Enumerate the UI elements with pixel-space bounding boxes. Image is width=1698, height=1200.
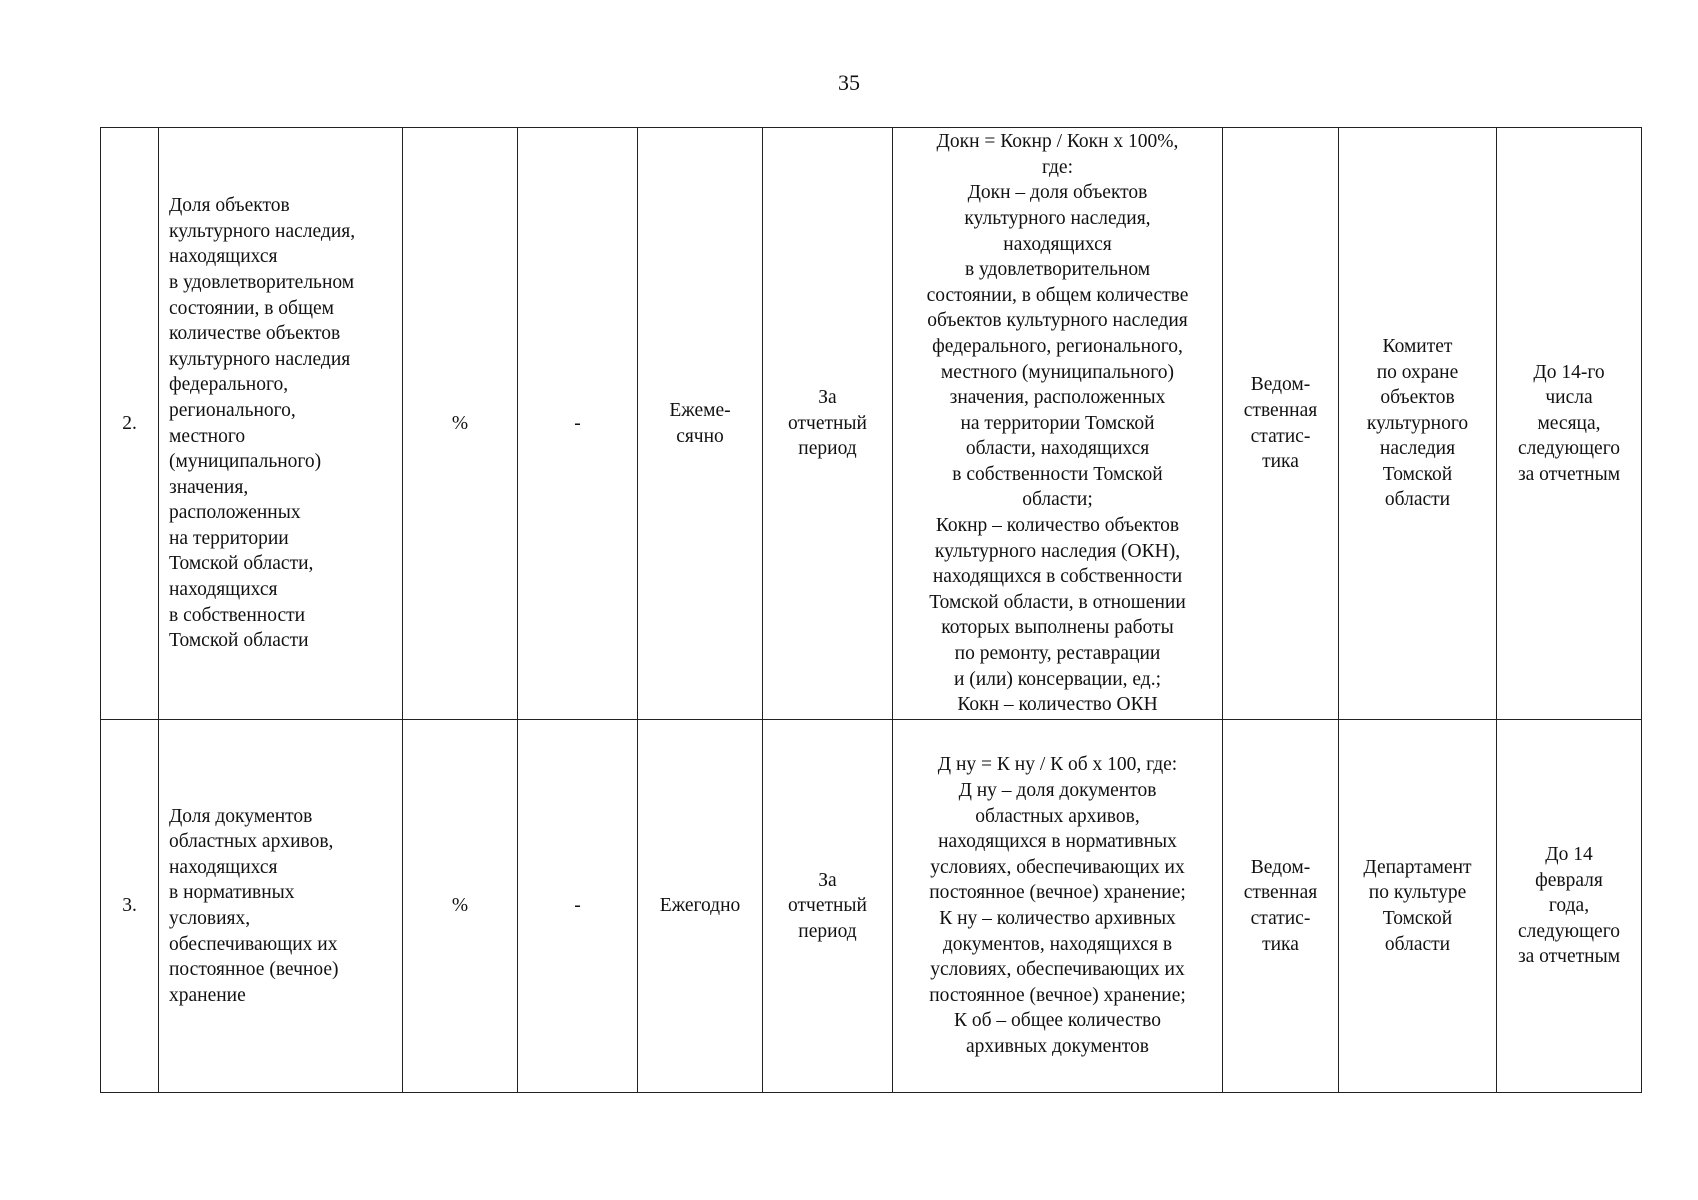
formula-cell: Д ну = К ну / К об x 100, где: Д ну – доля документов областных архивов, находящихся в нормативных условиях, обеспечивающих их постоянное (вечное) хранение; К ну – количество архивных документов, находящихся в условиях, обеспечивающих их постоянное (вечное) хранение; К об – общее количество архивных документов bbox=[893, 720, 1223, 1093]
indicators-table bbox=[100, 127, 1642, 1093]
unit-of-measure: % bbox=[403, 720, 518, 1093]
table-row bbox=[101, 128, 1642, 720]
row-number: 3. bbox=[101, 720, 159, 1093]
indicator-name: Доля документов областных архивов, находящихся в нормативных условиях, обеспечивающих их постоянное (вечное) хранение bbox=[159, 720, 403, 1093]
deadline-cell: До 14-го числа месяца, следующего за отчетным bbox=[1497, 128, 1642, 720]
page-number: 35 bbox=[838, 70, 860, 95]
formula-cell: Докн = Кокнр / Кокн x 100%, где: Докн – доля объектов культурного наследия, находящихся в удовлетворительном состоянии, в общем количестве объектов культурного наследия федерального, регионального, местного (муниципального) значения, расположенных на территории Томской области, находящихся в собственности Томской области; Кокнр – количество объектов культурного наследия (ОКН), находящихся в собственности Томской области, в отношении которых выполнены работы по ремонту, реставрации и (или) консервации, ед.; Кокн – количество ОКН bbox=[893, 128, 1223, 720]
empty-value-cell: - bbox=[518, 128, 638, 720]
table-row bbox=[101, 720, 1642, 1093]
frequency-cell: Ежеме- сячно bbox=[638, 128, 763, 720]
unit-of-measure: % bbox=[403, 128, 518, 720]
empty-value-cell: - bbox=[518, 720, 638, 1093]
period-cell: За отчетный период bbox=[763, 128, 893, 720]
data-source-cell: Ведом- ственная статис- тика bbox=[1223, 720, 1339, 1093]
data-source-cell: Ведом- ственная статис- тика bbox=[1223, 128, 1339, 720]
indicator-name: Доля объектов культурного наследия, находящихся в удовлетворительном состоянии, в общем количестве объектов культурного наследия федерального, регионального, местного (муниципального) значения, расположенных на территории Томской области, находящихся в собственности Томской области bbox=[159, 128, 403, 720]
responsible-body-cell: Департамент по культуре Томской области bbox=[1339, 720, 1497, 1093]
period-cell: За отчетный период bbox=[763, 720, 893, 1093]
responsible-body-cell: Комитет по охране объектов культурного наследия Томской области bbox=[1339, 128, 1497, 720]
deadline-cell: До 14 февраля года, следующего за отчетным bbox=[1497, 720, 1642, 1093]
row-number: 2. bbox=[101, 128, 159, 720]
frequency-cell: Ежегодно bbox=[638, 720, 763, 1093]
